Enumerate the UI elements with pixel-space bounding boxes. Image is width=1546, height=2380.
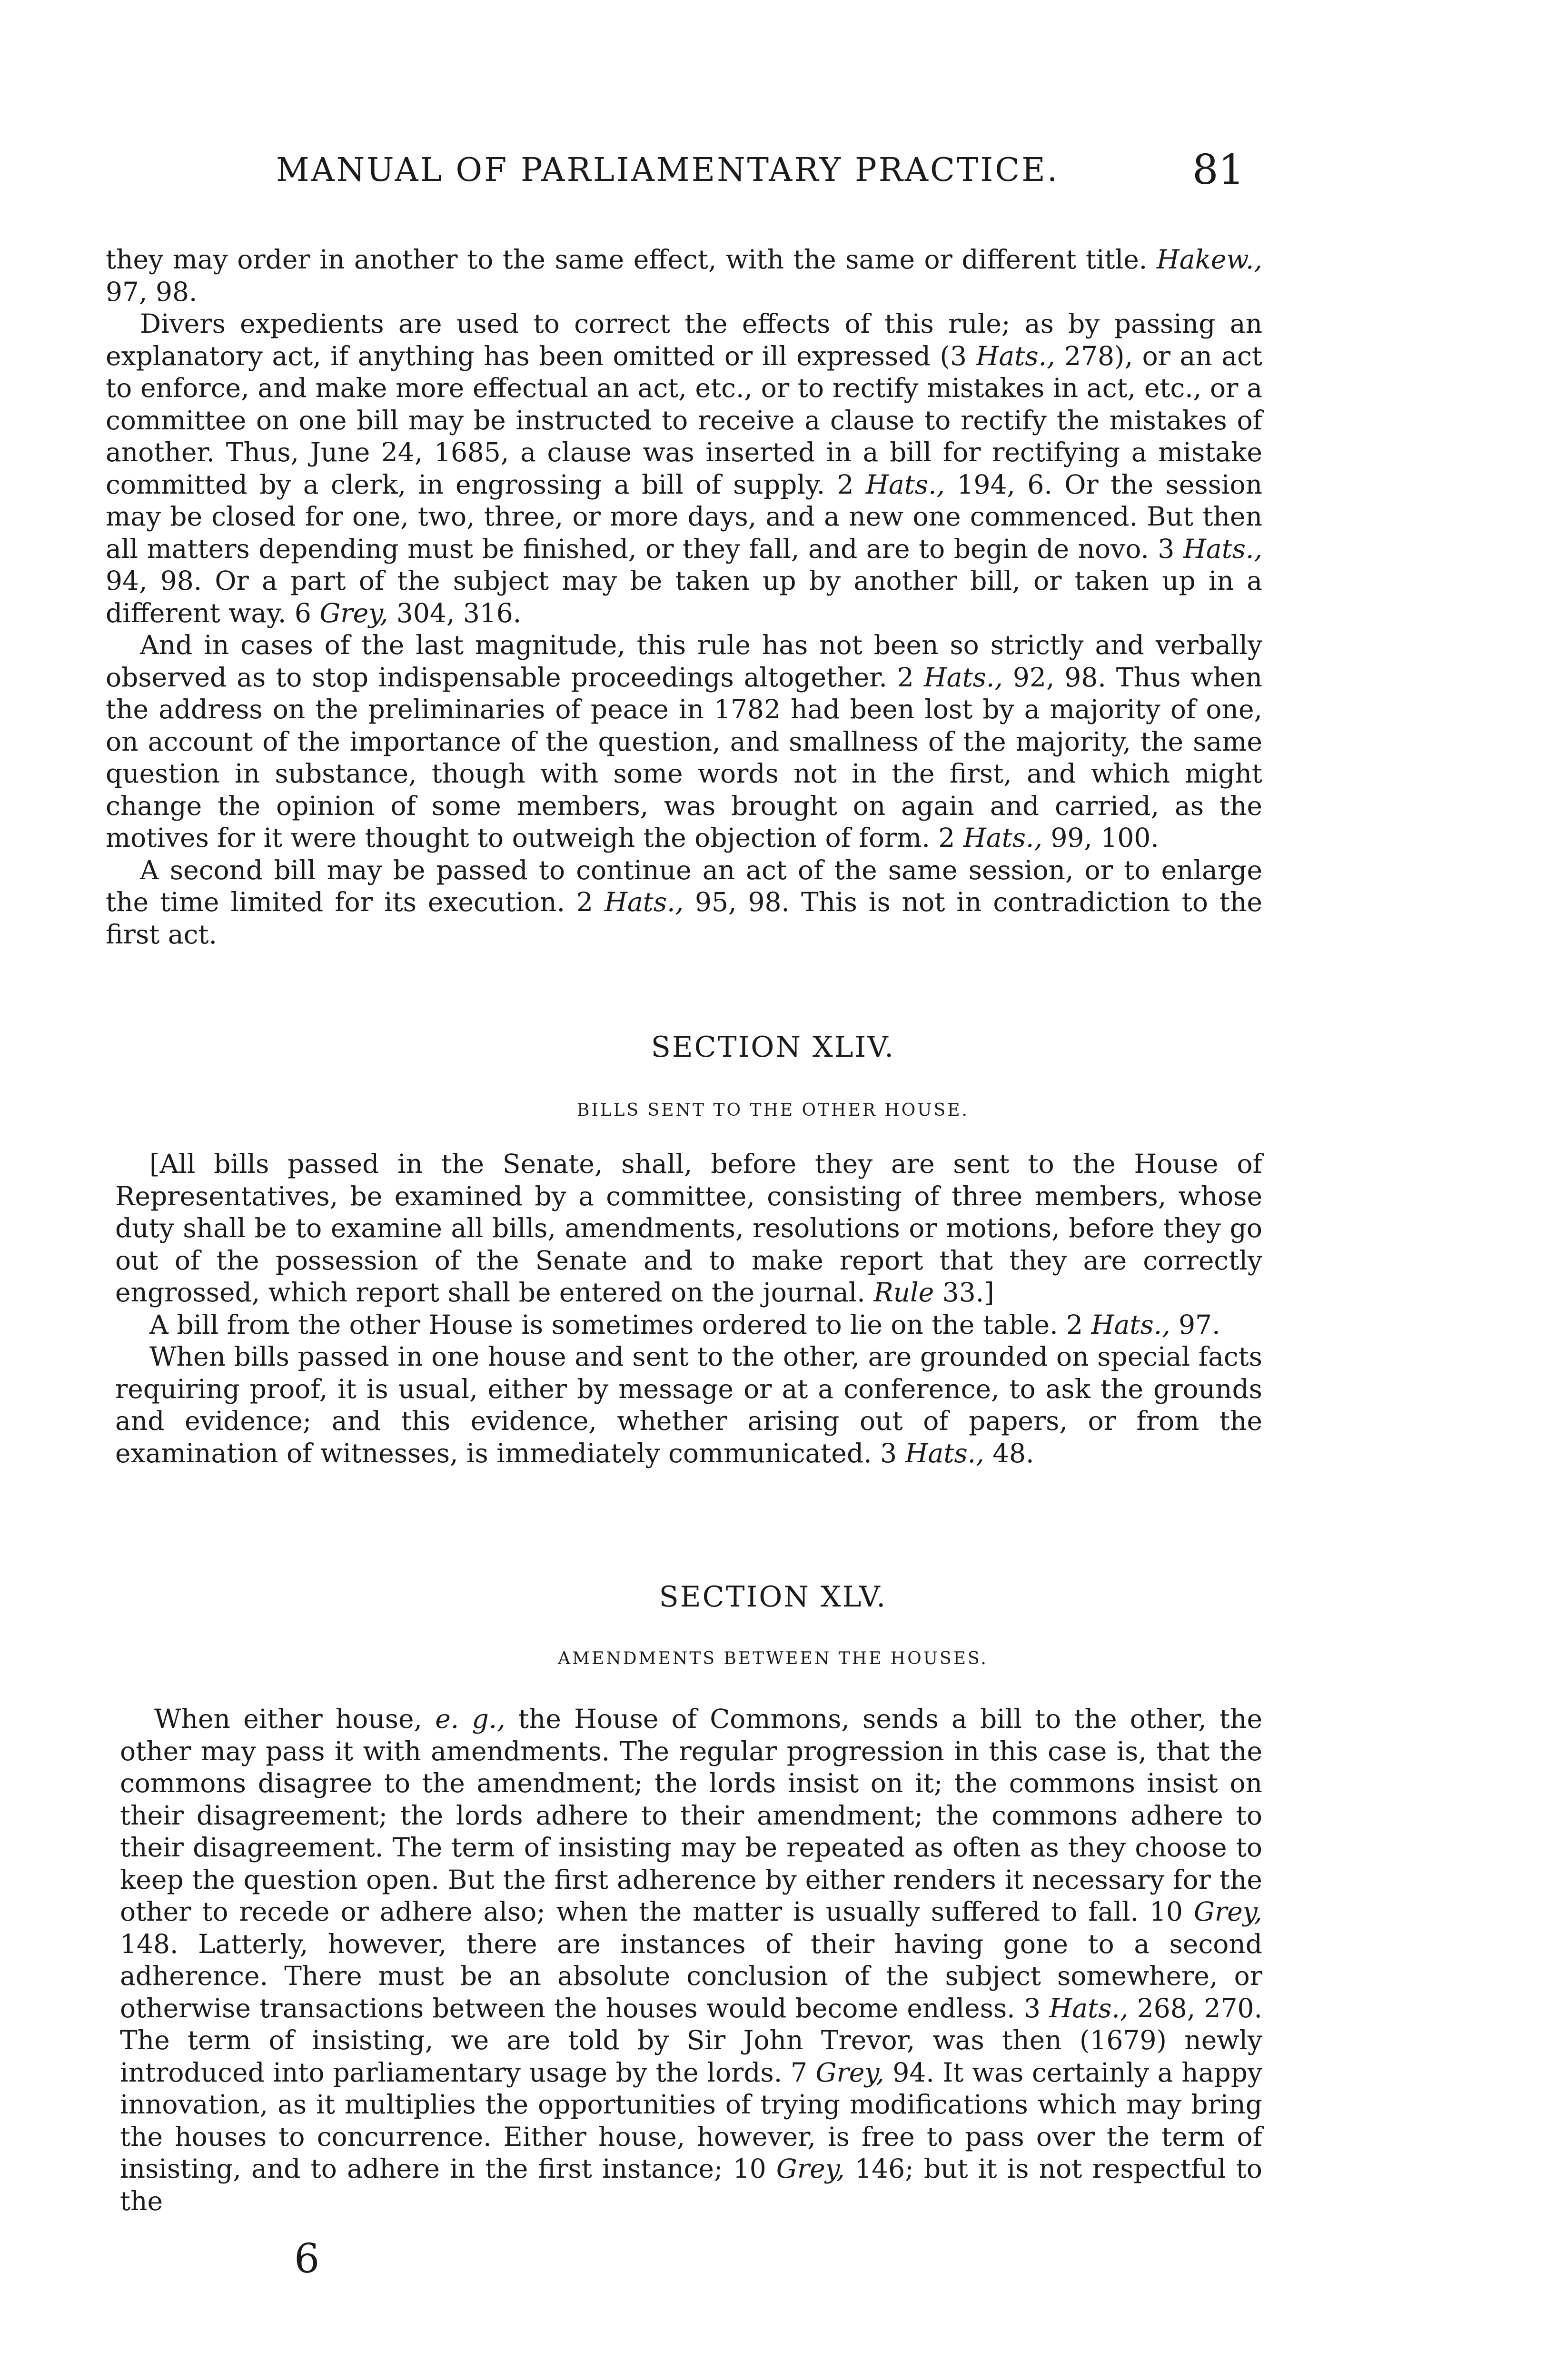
citation: Rule xyxy=(873,1277,934,1308)
signature-mark: 6 xyxy=(294,2235,320,2282)
citation: Grey, xyxy=(1193,1896,1262,1927)
citation: e. g., xyxy=(435,1704,505,1734)
citation: Hakew., xyxy=(1156,244,1262,275)
section-subheading: AMENDMENTS BETWEEN THE HOUSES. xyxy=(558,1649,988,1668)
section-heading: SECTION XLV. xyxy=(659,1580,887,1614)
paragraph: [All bills passed in the Senate, shall, before they are sent to the House of Representatives, be examined by a committee, consisting of three members, whose duty shall be to examine all bills, amendments, resolutions or motions, before they go out of the possession of the Senate and to make report that they are correctly engrossed, which report shall be entered on the journal. Rule 33.] xyxy=(115,1149,1262,1308)
paragraph: A second bill may be passed to continue an act of the same session, or to enlarge the time limited for its execution. 2 Hats., 95, 98. This is not in contradiction to the first act. xyxy=(106,854,1263,950)
section-45-text xyxy=(120,1703,1262,2217)
citation: Grey, xyxy=(815,2057,884,2088)
citation: Hats., xyxy=(1183,533,1262,564)
citation: Hats., xyxy=(923,662,1003,693)
section-44-text xyxy=(115,1148,1262,1469)
section-heading: SECTION XLIV. xyxy=(651,1031,895,1064)
paragraph: And in cases of the last magnitude, this rule has not been so strictly and verbally observed as to stop indispensable proceedings altogether. 2 Hats., 92, 98. Thus when the address on the preliminaries of peace in 1782 had been lost by a majority of one, on account of the importance of the question, and smallness of the majority, the same question in substance, though with some words not in the first, and which might change the opinion of some members, was brought on again and carried, as the motives for it were thought to outweigh the objection of form. 2 Hats., 99, 100. xyxy=(106,630,1262,853)
citation: Hats., xyxy=(905,1438,984,1468)
paragraph: Divers expedients are used to correct the effects of this rule; as by passing an explanatory act, if anything has been omitted or ill expressed (3 Hats., 278), or an act to enforce, and make more effectual an act, etc., or to rectify mistakes in act, etc., or a committee on one bill may be instructed to receive a clause to rectify the mistakes of another. Thus, June 24, 1685, a clause was inserted in a bill for rectifying a mistake committed by a clerk, in engrossing a bill of supply. 2 Hats., 194, 6. Or the session may be closed for one, two, three, or more days, and a new one commenced. But then all matters depending must be finished, or they fall, and are to begin de novo. 3 Hats., 94, 98. Or a part of the subject may be taken up by another bill, or taken up in a different way. 6 Grey, 304, 316. xyxy=(106,308,1263,628)
paragraph: When either house, e. g., the House of Commons, sends a bill to the other, the other may pass it with amendments. The regular progression in this case is, that the commons disagree to the amendment; the lords insist on it; the commons insist on their disagreement; the lords adhere to their amendment; the commons adhere to their disagreement. The term of insisting may be repeated as often as they choose to keep the question open. But the first adherence by either renders it necessary for the other to recede or adhere also; when the matter is usually suffered to fall. 10 Grey, 148. Latterly, however, there are instances of their having gone to a second adherence. There must be an absolute conclusion of the subject somewhere, or otherwise transactions between the houses would become endless. 3 Hats., 268, 270. The term of insisting, we are told by Sir John Trevor, was then (1679) newly introduced into parliamentary usage by the lords. 7 Grey, 94. It was certainly a happy innovation, as it multiplies the opportunities of trying modifications which may bring the houses to concurrence. Either house, however, is free to pass over the term of insisting, and to adhere in the first instance; 10 Grey, 146; but it is not respectful to the xyxy=(120,1704,1262,2216)
continuation-text xyxy=(106,244,1262,951)
running-title: MANUAL OF PARLIAMENTARY PRACTICE. xyxy=(276,151,1060,189)
page-number: 81 xyxy=(1192,146,1245,194)
paragraph: A bill from the other House is sometimes ordered to lie on the table. 2 Hats., 97. xyxy=(149,1309,1220,1340)
citation: Hats., xyxy=(976,340,1055,371)
section-subheading: BILLS SENT TO THE OTHER HOUSE. xyxy=(577,1101,969,1120)
paragraph: When bills passed in one house and sent to the other, are grounded on special facts requiring proof, it is usual, either by message or at a conference, to ask the grounds and evidence; and this evidence, whether arising out of papers, or from the examination of witnesses, is immediately communicated. 3 Hats., 48. xyxy=(115,1341,1262,1468)
citation: Grey, xyxy=(319,597,388,628)
citation: Hats., xyxy=(1091,1309,1170,1340)
citation: Hats., xyxy=(604,887,684,917)
citation: Hats., xyxy=(866,469,945,500)
citation: Grey, xyxy=(776,2153,845,2184)
citation: Hats., xyxy=(1049,1993,1129,2023)
paragraph: they may order in another to the same effect, with the same or different title. Hakew., 97, 98. xyxy=(106,244,1262,307)
citation: Hats., xyxy=(963,823,1042,853)
